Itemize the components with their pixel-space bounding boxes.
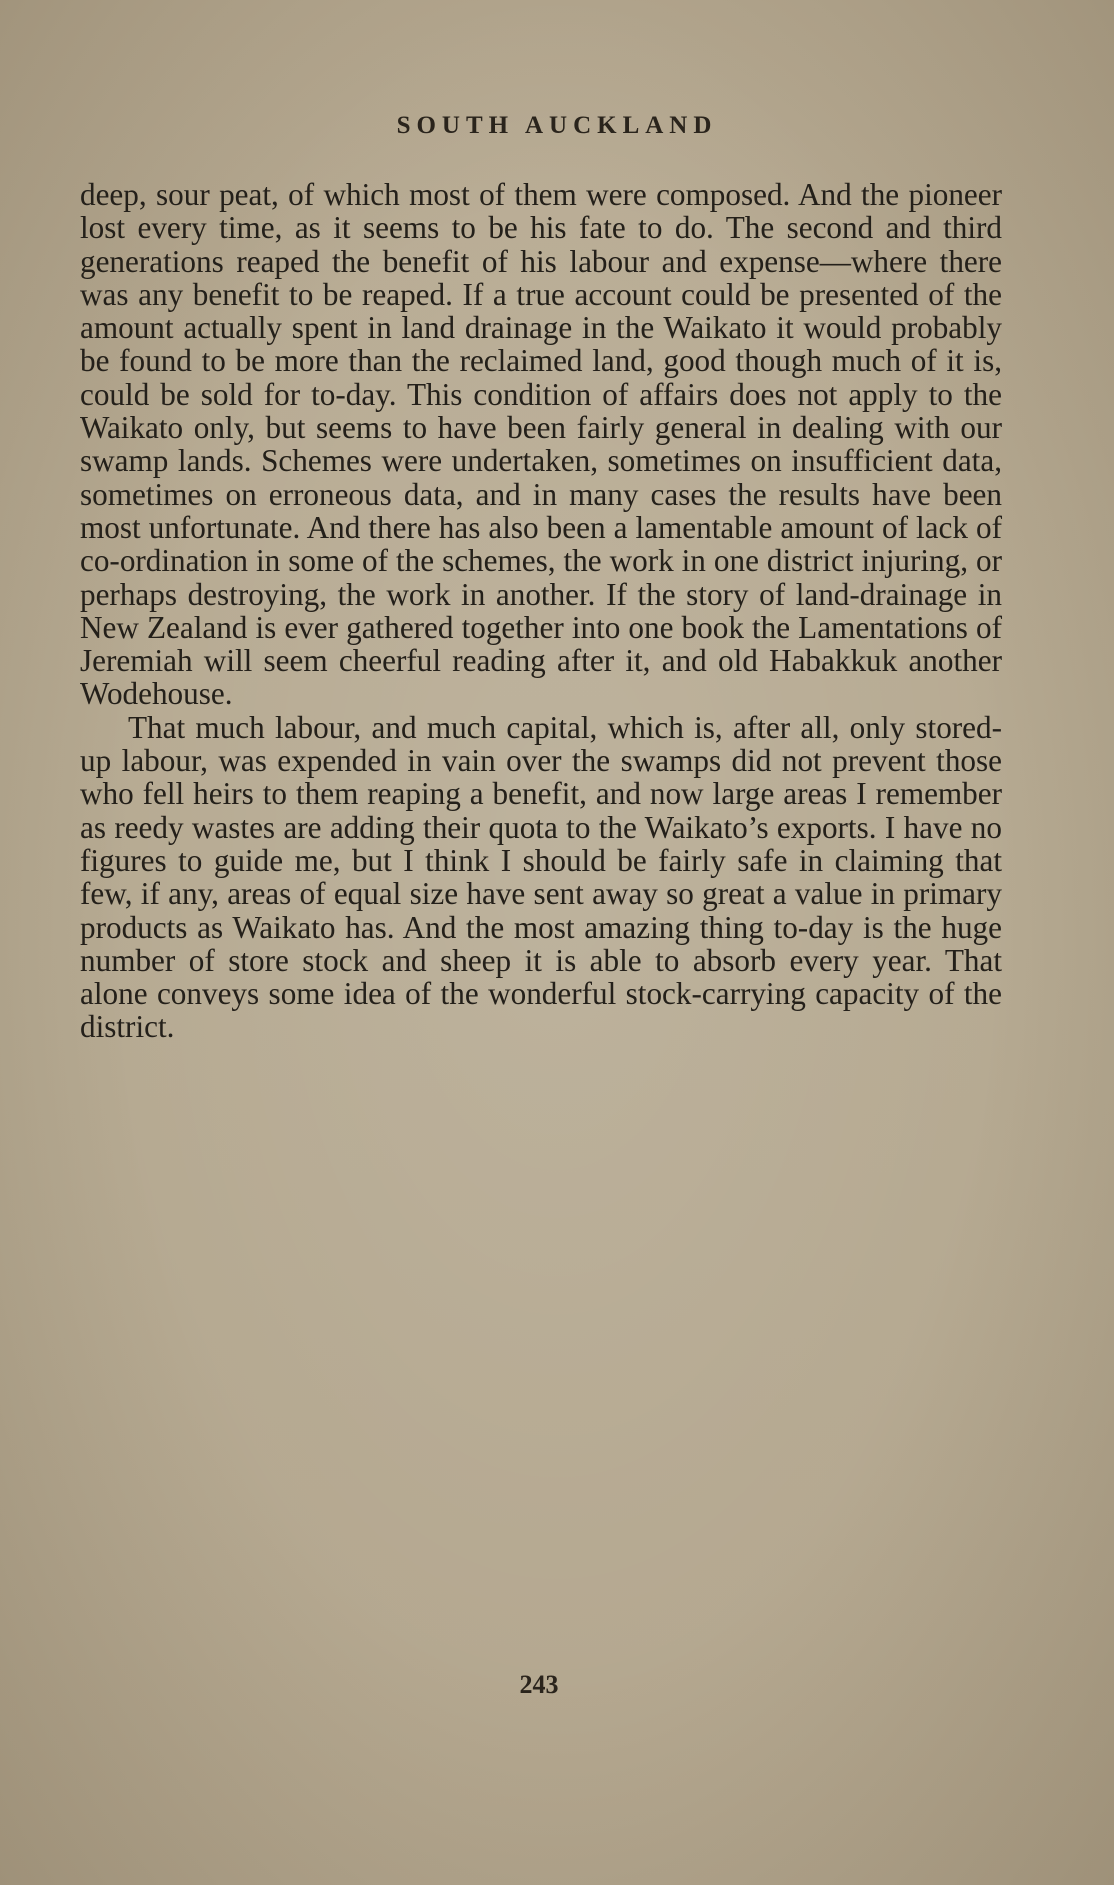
running-head: SOUTH AUCKLAND (396, 112, 718, 139)
body-text (80, 178, 1002, 1044)
page-number: 243 (519, 1670, 559, 1699)
paragraph-2: That much labour, and much capital, which is, after all, only stored-up labour, was expended in vain over the swamps did not prevent those who fell heirs to them reaping a benefit, and now large areas I remember as reedy wastes are adding their quota to the Waikato’s exports. I have no figures to guide me, but I think I should be fairly safe in claiming that few, if any, areas of equal size have sent away so great a value in primary products as Waikato has. And the most amazing thing to-day is the huge number of store stock and sheep it is able to absorb every year. That alone conveys some idea of the wonderful stock-carrying capacity of the district. (80, 709, 1002, 1045)
paragraph-1: deep, sour peat, of which most of them were composed. And the pioneer lost every time, as it seems to be his fate to do. The second and third generations reaped the benefit of his labour and expense—where there was any benefit to be reaped. If a true account could be presented of the amount actually spent in land drainage in the Waikato it would probably be found to be more than the reclaimed land, good though much of it is, could be sold for to-day. This condition of affairs does not apply to the Waikato only, but seems to have been fairly general in dealing with our swamp lands. Schemes were undertaken, sometimes on insufficient data, sometimes on erroneous data, and in many cases the results have been most unfortunate. And there has also been a lamentable amount of lack of co-ordination in some of the schemes, the work in one district injuring, or perhaps destroying, the work in another. If the story of land-drainage in New Zealand is ever gathered together into one book the Lamentations of Jeremiah will seem cheerful reading after it, and old Habakkuk another Wodehouse. (80, 177, 1002, 712)
